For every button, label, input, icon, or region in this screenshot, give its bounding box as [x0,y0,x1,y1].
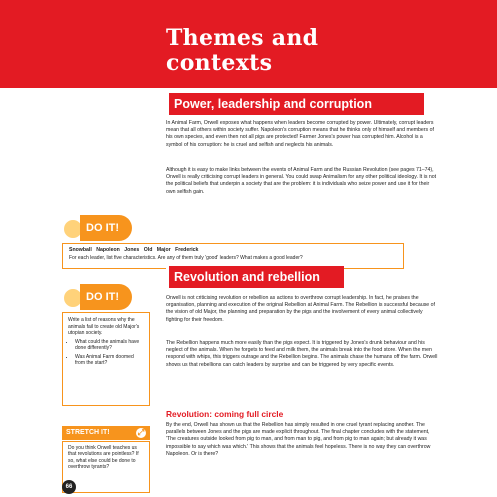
list-item: • Was Animal Farm doomed from the start? [75,354,144,367]
expand-arrows-icon: ⤢ [137,428,145,437]
page-title [166,26,318,76]
do-it-text: DO [86,222,103,234]
do-it-badge [80,215,132,241]
page-title-line1: Themes and [166,25,319,51]
section-heading-revolution: Revolution and rebellion [166,266,344,288]
paragraph-revolution-2: The Rebellion happens much more easily than the pigs expect. It is triggered by Jones's drunk behaviour and his neglect of the animals. When he forgets to feed and milk them, the animals break into the food store. When the men respond with whips, this triggers outrage and the Rebellion begins. The animals chase the humans off the farm. Orwell shows us that rebellions can catch leaders by surprise and can be triggered by very specific events. [166,340,438,368]
stretch-it-badge [62,426,150,440]
leader-names: Snowball Napoleon Jones Old Major Frederick [69,247,199,253]
do-it-callout-1 [62,215,174,239]
page-number: 66 [62,480,76,494]
stretch-it-label: STRETCH IT! [66,429,110,436]
do-it-question-1: For each leader, list five characteristics. Are any of them truly 'good' leaders? What makes a good leader? [69,255,303,261]
paragraph-full-circle: By the end, Orwell has shown us that the Rebellion has simply resulted in one cruel tyrant replacing another. The parallels between Jones and the pigs are made explicit throughout. The final chapter concludes with the statement, 'The creatures outside looked from pig to man, and from man to pig, and from pig to man again; but already it was impossible to say which was which.' This shows that the animals feel hopeless. There is no way they can overthrow Napoleon. Or is there? [166,422,431,457]
do-it-intro-2: Write a list of reasons why the animals fail to create old Major's utopian society. [68,317,140,336]
do-it-text: DO [86,291,103,303]
subheading-full-circle: Revolution: coming full circle [166,409,284,419]
paragraph-power-1: In Animal Farm, Orwell exposes what happens when leaders become corrupted by power. Ultimately, corrupt leaders mean that all others within society suffer. Napoleon's corruption means that he thinks only of himself and members of his own species, and even then not all pigs are protected! Farmer Jones's power has corrupted him. Alcohol is a symbol of his corruption: he is cruel and selfish and neglects his animals. [166,120,434,148]
do-it-box-2 [62,312,150,406]
page-title-line2: contexts [166,50,273,76]
section-heading-power: Power, leadership and corruption [166,93,424,115]
stretch-it-box: Do you think Orwell teaches us that revolutions are pointless? If so, what else could be done to overthrow tyrants? [62,441,150,493]
do-it-excl: IT! [105,222,120,234]
paragraph-power-2: Although it is easy to make links between the events of Animal Farm and the Russian Revolution (see pages 71–74), Orwell is really criticising corrupt leaders in general. You could swap Animalism for any other political ideology. It is not the political beliefs that underpin a society that are the problem: it is individuals who seize power and use it for their own selfish gain. [166,167,437,195]
do-it-bullets [68,339,144,367]
list-item: • What could the animals have done differently? [75,339,144,352]
do-it-badge [80,284,132,310]
do-it-excl: IT! [105,291,120,303]
paragraph-revolution-1: Orwell is not criticising revolution or rebellion as actions to overthrow corrupt leadership. In fact, he praises the organisation, planning and execution of the original Rebellion at Animal Farm. The Rebellion is successful because of the vision of old Major, the planning and preparation by the pigs and the involvement of every animal collectively fighting for their freedom. [166,295,435,323]
